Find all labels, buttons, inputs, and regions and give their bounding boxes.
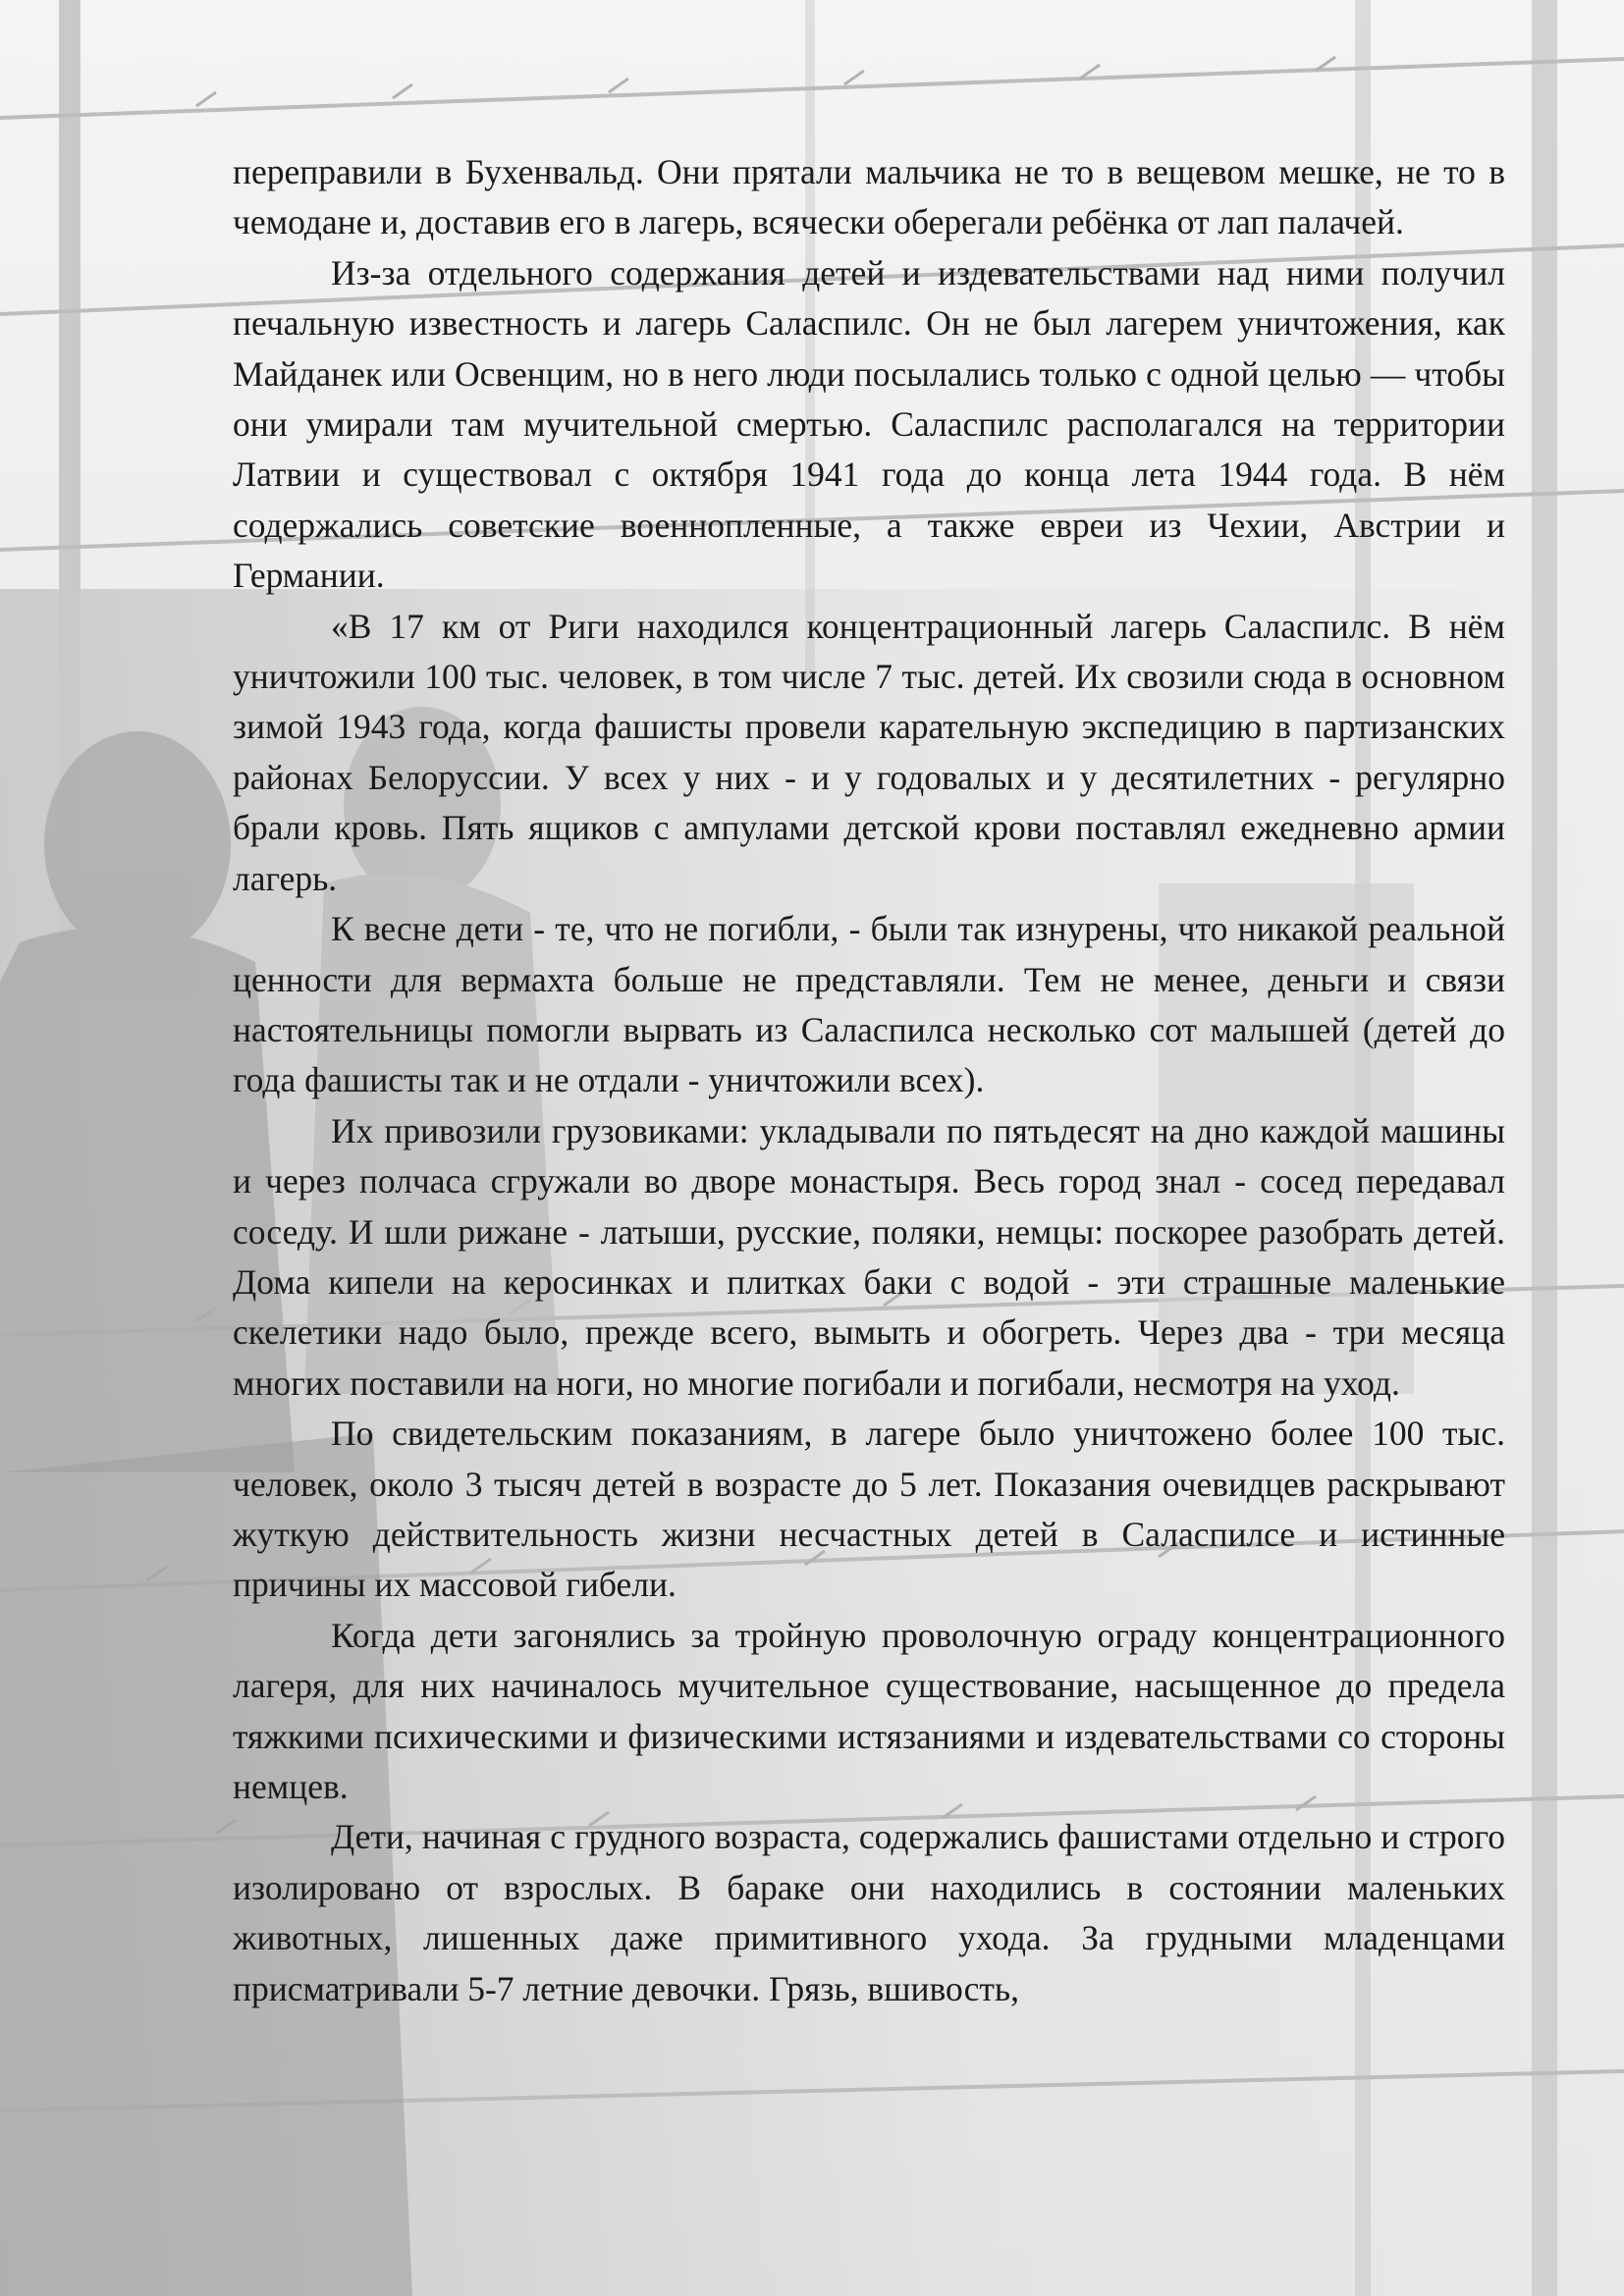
paragraph: Из-за отдельного содержания детей и издевательствами над ними получил печальную известность и лагерь Саласпилс. Он не был лагерем уничтожения, как Майданек или Освенцим, но в него люди посылались только с одной целью — чтобы они умирали там мучительной смертью. Саласпилс располагался на территории Латвии и существовал с октября 1941 года до конца лета 1944 года. В нём содержались советские военнопленные, а также евреи из Чехии, Австрии и Германии.	[233, 252, 1505, 596]
paragraph: Их привозили грузовиками: укладывали по пятьдесят на дно каждой машины и через полчаса сгружали во дворе монастыря. Весь город знал - сосед передавал соседу. И шли рижане - латыши, русские, поляки, немцы: поскорее разобрать детей. Дома кипели на керосинках и плитках баки с водой - эти страшные маленькие скелетики надо было, прежде всего, вымыть и обогреть. Через два - три месяца многих поставили на ноги, но многие погибали и погибали, несмотря на уход.	[233, 1110, 1505, 1403]
paragraph: К весне дети - те, что не погибли, - были так изнурены, что никакой реальной ценности для вермахта больше не представляли. Тем не менее, деньги и связи настоятельницы помогли вырвать из Саласпилса несколько сот малышей (детей до года фашисты так и не отдали - уничтожили всех).	[233, 909, 1505, 1100]
paragraph: Дети, начиная с грудного возраста, содержались фашистами отдельно и строго изолировано от взрослых. В бараке они находились в состоянии маленьких животных, лишенных даже примитивного ухода. За грудными младенцами присматривали 5-7 летние девочки. Грязь, вшивость,	[233, 1817, 1505, 2008]
document-body	[233, 147, 1505, 2014]
paragraph: «В 17 км от Риги находился концентрационный лагерь Саласпилс. В нём уничтожили 100 тыс. человек, в том числе 7 тыс. детей. Их свозили сюда в основном зимой 1943 года, когда фашисты провели карательную экспедицию в партизанских районах Белоруссии. У всех у них - и у годовалых и у десятилетних - регулярно брали кровь. Пять ящиков с ампулами детской крови поставлял ежедневно армии лагерь.	[233, 606, 1505, 898]
paragraph: По свидетельским показаниям, в лагере было уничтожено более 100 тыс. человек, около 3 тысяч детей в возрасте до 5 лет. Показания очевидцев раскрывают жуткую действительность жизни несчастных детей в Саласпилсе и истинные причины их массовой гибели.	[233, 1414, 1505, 1605]
paragraph: Когда дети загонялись за тройную проволочную ограду концентрационного лагеря, для них начиналось мучительное существование, насыщенное до предела тяжкими психическими и физическими истязаниями и издевательствами со стороны немцев.	[233, 1615, 1505, 1806]
paragraph: переправили в Бухенвальд. Они прятали мальчика не то в вещевом мешке, не то в чемодане и, доставив его в лагерь, всячески оберегали ребёнка от лап палачей.	[233, 152, 1505, 242]
